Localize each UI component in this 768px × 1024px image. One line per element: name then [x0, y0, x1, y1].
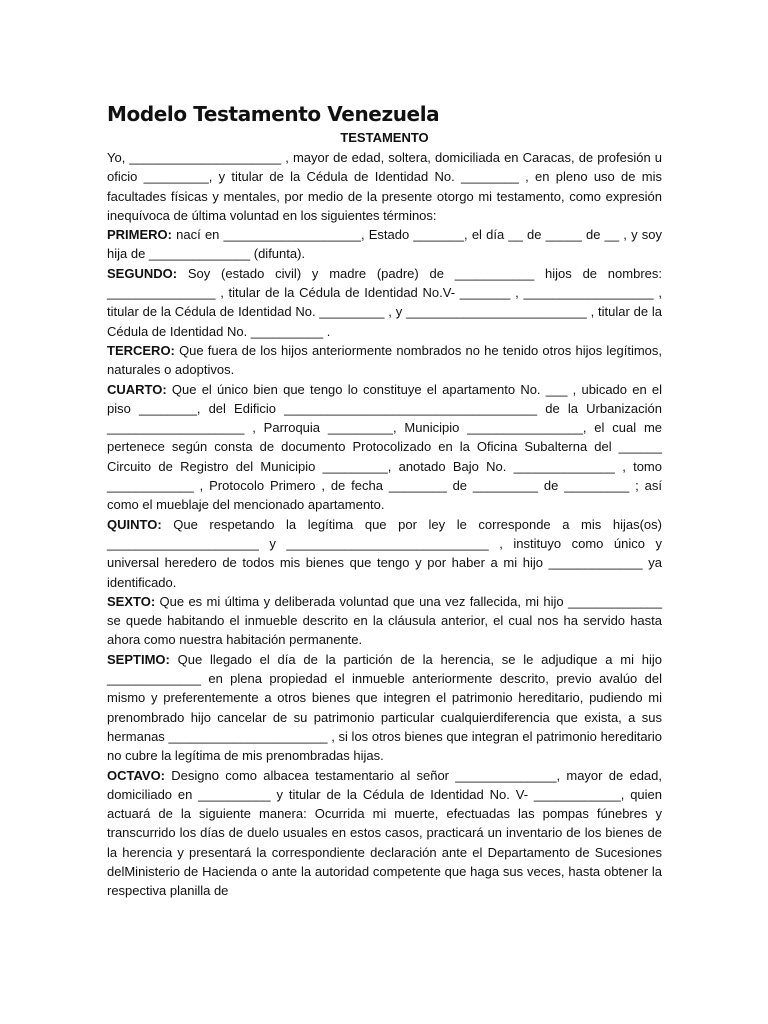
document-body [107, 148, 662, 901]
clause-paragraph [107, 515, 662, 592]
clause-text: Yo, _____________________ , mayor de edad, soltera, domiciliada en Caracas, de profesión u oficio _________, y titular de la Cédula de Identidad No. ________ , en pleno uso de mis facultades físicas y mentales, por medio de la presente otorgo mi testamento, como expresión inequívoca de última voluntad en los siguientes términos: [107, 150, 662, 223]
clause-label: PRIMERO: [107, 227, 172, 243]
clause-paragraph [107, 264, 662, 341]
clause-paragraph [107, 592, 662, 650]
clause-label: QUINTO: [107, 516, 162, 532]
clause-text: Soy (estado civil) y madre (padre) de ___________ hijos de nombres: _______________ , titular de la Cédula de Identidad No.V- _______ , __________________ , titular de la Cédula de Identidad No. _________ , y _________________________ , titular de la Cédula de Identidad No. __________ . [107, 265, 662, 339]
clause-paragraph [107, 225, 662, 264]
clause-label: SEXTO: [107, 593, 156, 609]
clause-paragraph [107, 650, 662, 766]
clause-text: Que es mi última y deliberada voluntad que una vez fallecida, mi hijo _____________ se quede habitando el inmueble descrito en la cláusula anterior, el cual nos ha servido hasta ahora como nuestra habitación permanente. [107, 593, 662, 648]
clause-label: CUARTO: [107, 381, 167, 397]
clause-label: SEGUNDO: [107, 265, 178, 281]
clause-text: Que el único bien que tengo lo constituye el apartamento No. ___ , ubicado en el piso ________, del Edificio ___________________________________ de la Urbanización ___________________ , Parroquia _________, Municipio ________________, el cual me pertenece según consta de documento Protocolizado en la Oficina Subalterna del ______ Circuito de Registro del Municipio _________, anotado Bajo No. ______________ , tomo ____________ , Protocolo Primero , de fecha ________ de _________ de _________ ; así como el mueblaje del mencionado apartamento. [107, 381, 662, 513]
clause-label: OCTAVO: [107, 767, 166, 783]
clause-label: TERCERO: [107, 342, 175, 358]
document-title: Modelo Testamento Venezuela [107, 102, 440, 126]
clause-paragraph [107, 148, 662, 225]
document-heading: TESTAMENTO [340, 130, 429, 145]
clause-text: Designo como albacea testamentario al señor ______________, mayor de edad, domiciliado en __________ y titular de la Cédula de Identidad No. V- ____________, quien actuará de la siguiente manera: Ocurrida mi muerte, efectuadas las pompas fúnebres y transcurrido los días de duelo usuales en estos casos, practicará un inventario de los bienes de la herencia y presentará la correspondiente declaración ante el Departamento de Sucesiones delMinisterio de Hacienda o ante la autoridad competente que haga sus veces, hasta obtener la respectiva planilla de [107, 767, 662, 899]
clause-paragraph [107, 380, 662, 515]
clause-paragraph [107, 766, 662, 901]
clause-text: Que fuera de los hijos anteriormente nombrados no he tenido otros hijos legítimos, naturales o adoptivos. [107, 342, 662, 378]
clause-label: SEPTIMO: [107, 651, 170, 667]
clause-text: Que llegado el día de la partición de la herencia, se le adjudique a mi hijo _____________ en plena propiedad el inmueble anteriormente descrito, previo avalúo del mismo y preferentemente a otros bienes que integren el patrimonio hereditario, pudiendo mi prenombrado hijo cancelar de su patrimonio particular cualquierdiferencia que exista, a sus hermanas ______________________ , si los otros bienes que integran el patrimonio hereditario no cubre la legítima de mis prenombradas hijas. [107, 651, 662, 764]
clause-text: Que respetando la legítima que por ley le corresponde a mis hijas(os) _____________________ y ____________________________ , instituyo como único y universal heredero de todos mis bienes que tengo y por haber a mi hijo _____________ ya identificado. [107, 516, 662, 590]
clause-text: nací en ___________________, Estado _______, el día __ de _____ de __ , y soy hija de ______________ (difunta). [107, 227, 662, 262]
clause-paragraph [107, 341, 662, 380]
